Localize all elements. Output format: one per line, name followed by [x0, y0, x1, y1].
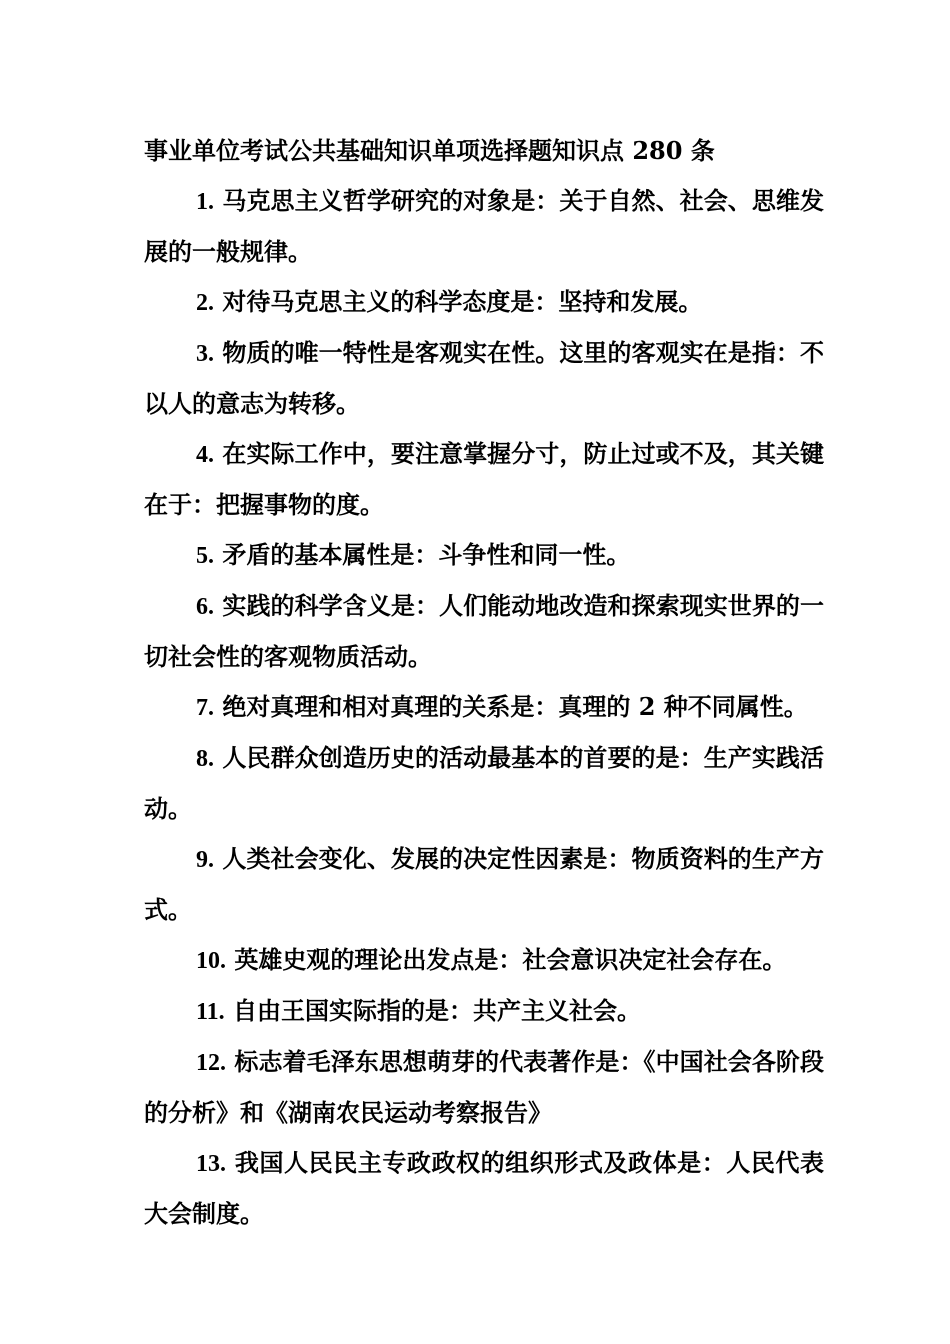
item-list: [144, 176, 824, 1239]
list-item: [144, 682, 824, 733]
item-text: 自由王国实际指的是：共产主义社会。: [224, 996, 642, 1025]
list-item: [144, 834, 824, 935]
item-number: 9.: [196, 847, 214, 873]
document-title: 事业单位考试公共基础知识单项选择题知识点 280 条: [144, 136, 715, 165]
item-number: 13.: [196, 1151, 226, 1177]
item-number: 1.: [196, 189, 214, 215]
list-item: [144, 277, 824, 328]
item-text: 对待马克思主义的科学态度是：坚持和发展。: [214, 287, 703, 316]
item-number: 6.: [196, 594, 214, 620]
item-number: 10.: [196, 948, 226, 974]
list-item: [144, 986, 824, 1037]
item-number: 3.: [196, 341, 214, 367]
item-number: 7.: [196, 695, 214, 721]
item-text: 人类社会变化、发展的决定性因素是：物质资料的生产方式。: [144, 844, 824, 924]
item-text: 我国人民民主专政政权的组织形式及政体是：人民代表大会制度。: [144, 1148, 824, 1228]
list-item: [144, 176, 824, 277]
item-number: 11.: [196, 999, 225, 1025]
list-item: [144, 1138, 824, 1239]
list-item: [144, 429, 824, 530]
item-text: 在实际工作中，要注意掌握分寸，防止过或不及，其关键在于：把握事物的度。: [144, 439, 824, 519]
item-number: 4.: [196, 442, 214, 468]
list-item: [144, 328, 824, 429]
item-number: 8.: [196, 746, 214, 772]
item-text: 英雄史观的理论出发点是：社会意识决定社会存在。: [226, 945, 787, 974]
list-item: [144, 581, 824, 682]
item-text: 标志着毛泽东思想萌芽的代表著作是：《中国社会各阶段的分析》和《湖南农民运动考察报告》: [144, 1047, 824, 1127]
item-text: 绝对真理和相对真理的关系是：真理的 2 种不同属性。: [214, 692, 808, 721]
item-number: 12.: [196, 1050, 226, 1076]
item-text: 马克思主义哲学研究的对象是：关于自然、社会、思维发展的一般规律。: [144, 186, 824, 266]
list-item: [144, 1037, 824, 1138]
item-text: 实践的科学含义是：人们能动地改造和探索现实世界的一切社会性的客观物质活动。: [144, 591, 824, 671]
item-number: 2.: [196, 290, 214, 316]
item-text: 矛盾的基本属性是：斗争性和同一性。: [214, 540, 631, 569]
list-item: [144, 733, 824, 834]
list-item: [144, 530, 824, 581]
list-item: [144, 935, 824, 986]
item-text: 物质的唯一特性是客观实在性。这里的客观实在是指：不以人的意志为转移。: [144, 338, 824, 418]
item-number: 5.: [196, 543, 214, 569]
document-page: [144, 126, 824, 1239]
item-text: 人民群众创造历史的活动最基本的首要的是：生产实践活动。: [144, 743, 824, 823]
